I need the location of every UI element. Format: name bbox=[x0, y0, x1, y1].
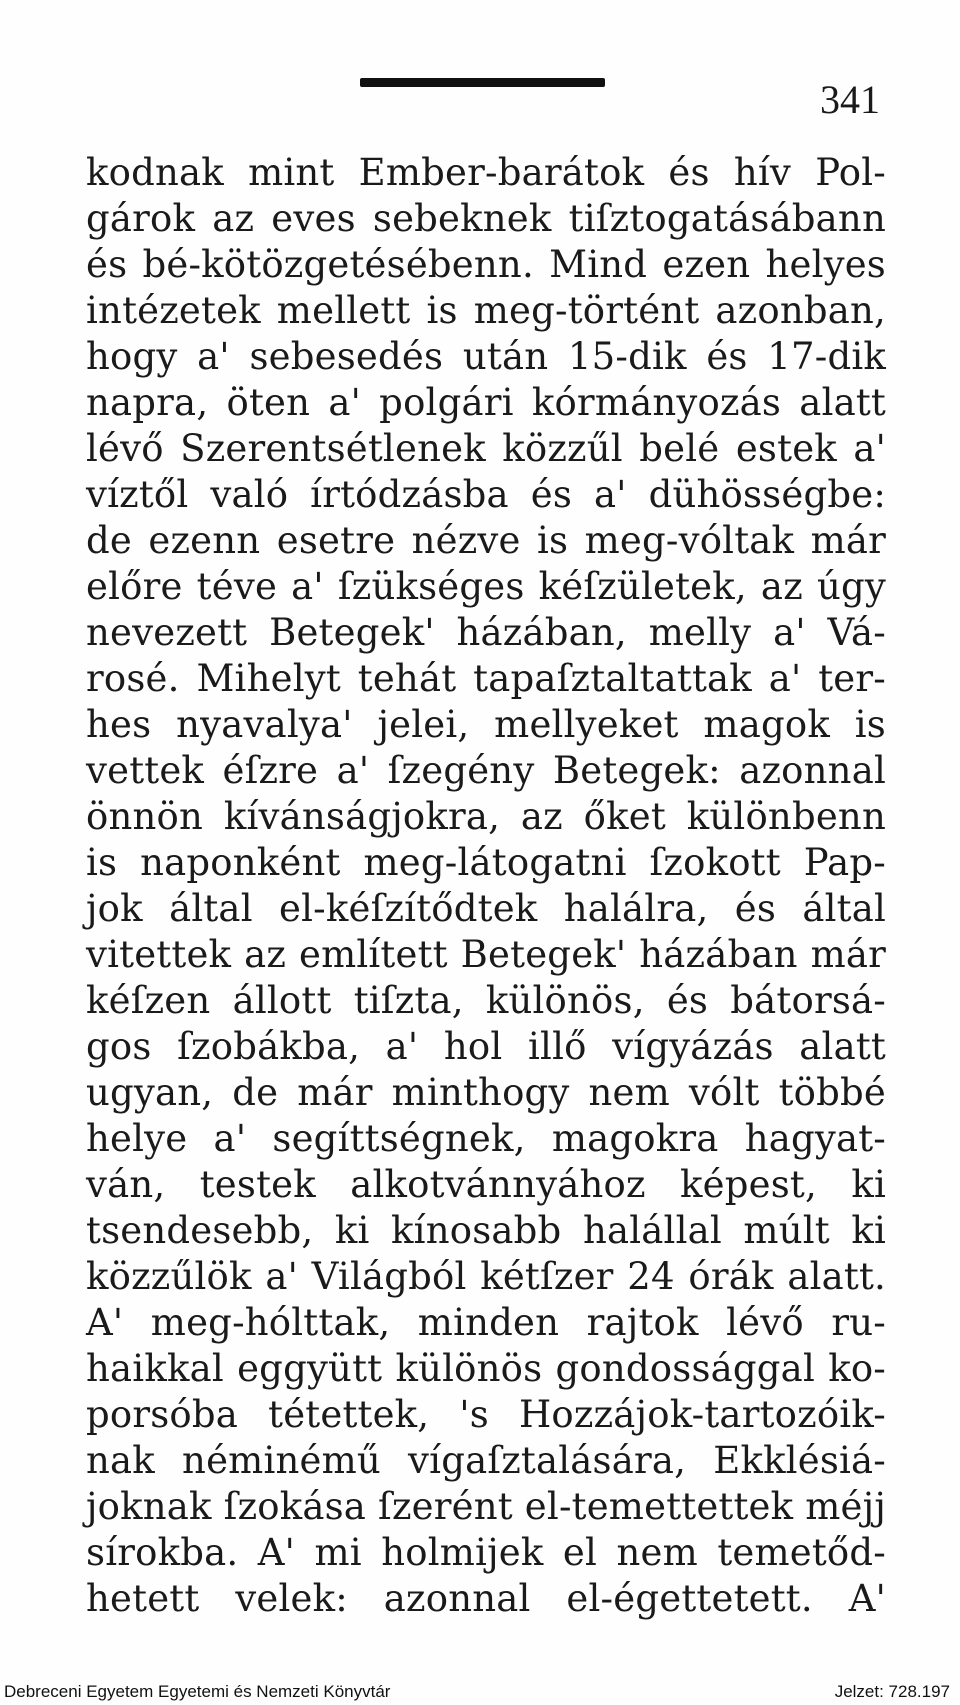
text-line: vettek éſzre a' ſzegény Betegek: azonnal bbox=[86, 749, 886, 792]
text-line: előre téve a' ſzükséges kéſzületek, az úgy bbox=[86, 565, 886, 608]
text-line: is naponként meg-látogatni ſzokott Pap- bbox=[86, 841, 886, 884]
library-credit: Debreceni Egyetem Egyetemi és Nemzeti Könyvtár bbox=[4, 1682, 391, 1701]
text-line: intézetek mellett is meg-történt azonban, bbox=[86, 289, 886, 332]
header-rule bbox=[360, 78, 605, 87]
text-line: rosé. Mihelyt tehát tapaſztaltattak a' ter- bbox=[86, 657, 886, 700]
text-line: gárok az eves sebeknek tiſztogatásábann bbox=[86, 197, 886, 240]
text-line: nak néminémű vígaſztalására, Ekklésiá- bbox=[86, 1439, 886, 1482]
text-line: víztől való írtódzásba és a' dühösségbe: bbox=[86, 473, 886, 516]
text-line: jok által el-kéſzítődtek halálra, és által bbox=[86, 887, 886, 930]
text-line: helye a' segíttségnek, magokra hagyat- bbox=[86, 1117, 886, 1160]
text-line: ugyan, de már minthogy nem vólt többé bbox=[86, 1071, 886, 1114]
text-line: nevezett Betegek' házában, melly a' Vá- bbox=[86, 611, 886, 654]
text-line: kodnak mint Ember-barátok és hív Pol- bbox=[86, 151, 886, 194]
text-line: sírokba. A' mi holmijek el nem temetőd- bbox=[86, 1531, 886, 1574]
text-line: joknak ſzokása ſzerént el-temettettek méjj bbox=[86, 1485, 886, 1528]
text-line: lévő Szerentsétlenek közzűl belé estek a' bbox=[86, 427, 886, 470]
text-line: közzűlök a' Világból kétſzer 24 órák alatt. bbox=[86, 1255, 886, 1298]
text-line: A' meg-hólttak, minden rajtok lévő ru- bbox=[86, 1301, 886, 1344]
text-line: önnön kívánságjokra, az őket különbenn bbox=[86, 795, 886, 838]
text-line: gos ſzobákba, a' hol illő vígyázás alatt bbox=[86, 1025, 886, 1068]
page-number: 341 bbox=[820, 77, 880, 122]
text-line: vitettek az említett Betegek' házában már bbox=[86, 933, 886, 976]
text-line: haikkal eggyütt különös gondossággal ko- bbox=[86, 1347, 886, 1390]
text-line: hes nyavalya' jelei, mellyeket magok is bbox=[86, 703, 886, 746]
body-text bbox=[86, 150, 886, 1622]
text-line: hogy a' sebesedés után 15-dik és 17-dik bbox=[86, 335, 886, 378]
text-line: tsendesebb, ki kínosabb halállal múlt ki bbox=[86, 1209, 886, 1252]
text-line: napra, öten a' polgári kórmányozás alatt bbox=[86, 381, 886, 424]
shelfmark: Jelzet: 728.197 bbox=[834, 1682, 950, 1701]
text-line: de ezenn esetre nézve is meg-vóltak már bbox=[86, 519, 886, 562]
text-line: és bé-kötözgetésébenn. Mind ezen helyes bbox=[86, 243, 886, 286]
text-line: kéſzen állott tiſzta, különös, és bátorsá- bbox=[86, 979, 886, 1022]
text-line: porsóba tétettek, 's Hozzájok-tartozóik- bbox=[86, 1393, 886, 1436]
text-line: ván, testek alkotvánnyához képest, ki bbox=[86, 1163, 886, 1206]
text-line: hetett velek: azonnal el-égettetett. A' bbox=[86, 1577, 886, 1620]
